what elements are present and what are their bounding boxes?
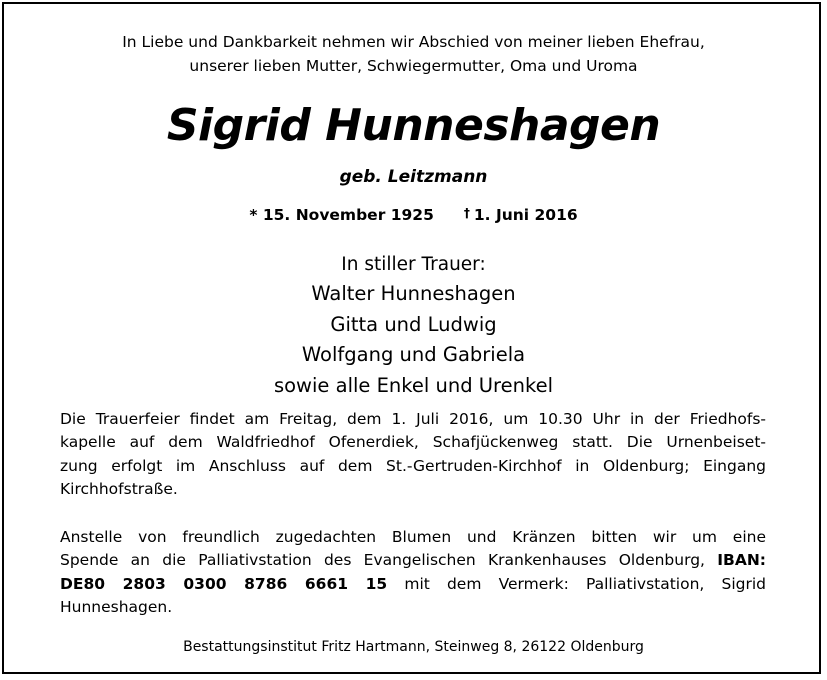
iban-label: IBAN:: [717, 551, 766, 570]
donation-line-4: Hunneshagen.: [60, 598, 173, 617]
mourner-name: Gitta und Ludwig: [330, 312, 497, 336]
ceremony-line: Die Trauerfeier findet am Freitag, dem 1. Juli 2016, um 10.30 Uhr in der Friedhofs-: [60, 410, 766, 428]
cross-icon: †: [463, 206, 470, 220]
mourner-name: Walter Hunneshagen: [311, 282, 516, 305]
ceremony-line: zung erfolgt im Anschluss auf dem St.-Gertruden-Kirchhof in Oldenburg; Eingang: [60, 456, 766, 475]
mourner-name: sowie alle Enkel und Urenkel: [273, 373, 554, 397]
mourners-list: [0, 279, 827, 401]
ceremony-line: Kirchhofstraße.: [60, 480, 178, 499]
mourner-name: Wolfgang und Gabriela: [301, 343, 526, 366]
donation-line-2-text: Spende an die Palliativstation des Evangelischen Krankenhauses Oldenburg,: [60, 551, 705, 570]
intro-line-2: unserer lieben Mutter, Schwiegermutter, Oma und Uroma: [189, 57, 638, 75]
ceremony-paragraph: [60, 408, 766, 502]
life-dates: [0, 201, 827, 227]
mourning-label: In stiller Trauer:: [341, 254, 486, 275]
donation-line-3: [60, 573, 766, 596]
donation-line-2: [60, 549, 766, 572]
intro-line-1: In Liebe und Dankbarkeit nehmen wir Abschied von meiner lieben Ehefrau,: [122, 33, 705, 51]
donation-line-1: Anstelle von freundlich zugedachten Blumen und Kränzen bitten wir um eine: [60, 528, 766, 546]
iban-number: DE80 2803 0300 8786 6661 15: [60, 574, 388, 593]
birth-date: * 15. November 1925: [249, 206, 434, 224]
death-date: 1. Juni 2016: [473, 206, 578, 224]
funeral-home-footer: Bestattungsinstitut Fritz Hartmann, Steinweg 8, 26122 Oldenburg: [183, 639, 644, 655]
ceremony-line: kapelle auf dem Waldfriedhof Ofenerdiek, Schafjückenweg statt. Die Urnenbeiset-: [60, 433, 766, 452]
intro-text: [0, 30, 827, 78]
birth-name: geb. Leitzmann: [339, 167, 488, 187]
donation-line-3-text: mit dem Vermerk: Palliativstation, Sigrid: [404, 574, 766, 593]
donation-paragraph: [60, 526, 766, 620]
deceased-name: Sigrid Hunneshagen: [166, 100, 661, 151]
